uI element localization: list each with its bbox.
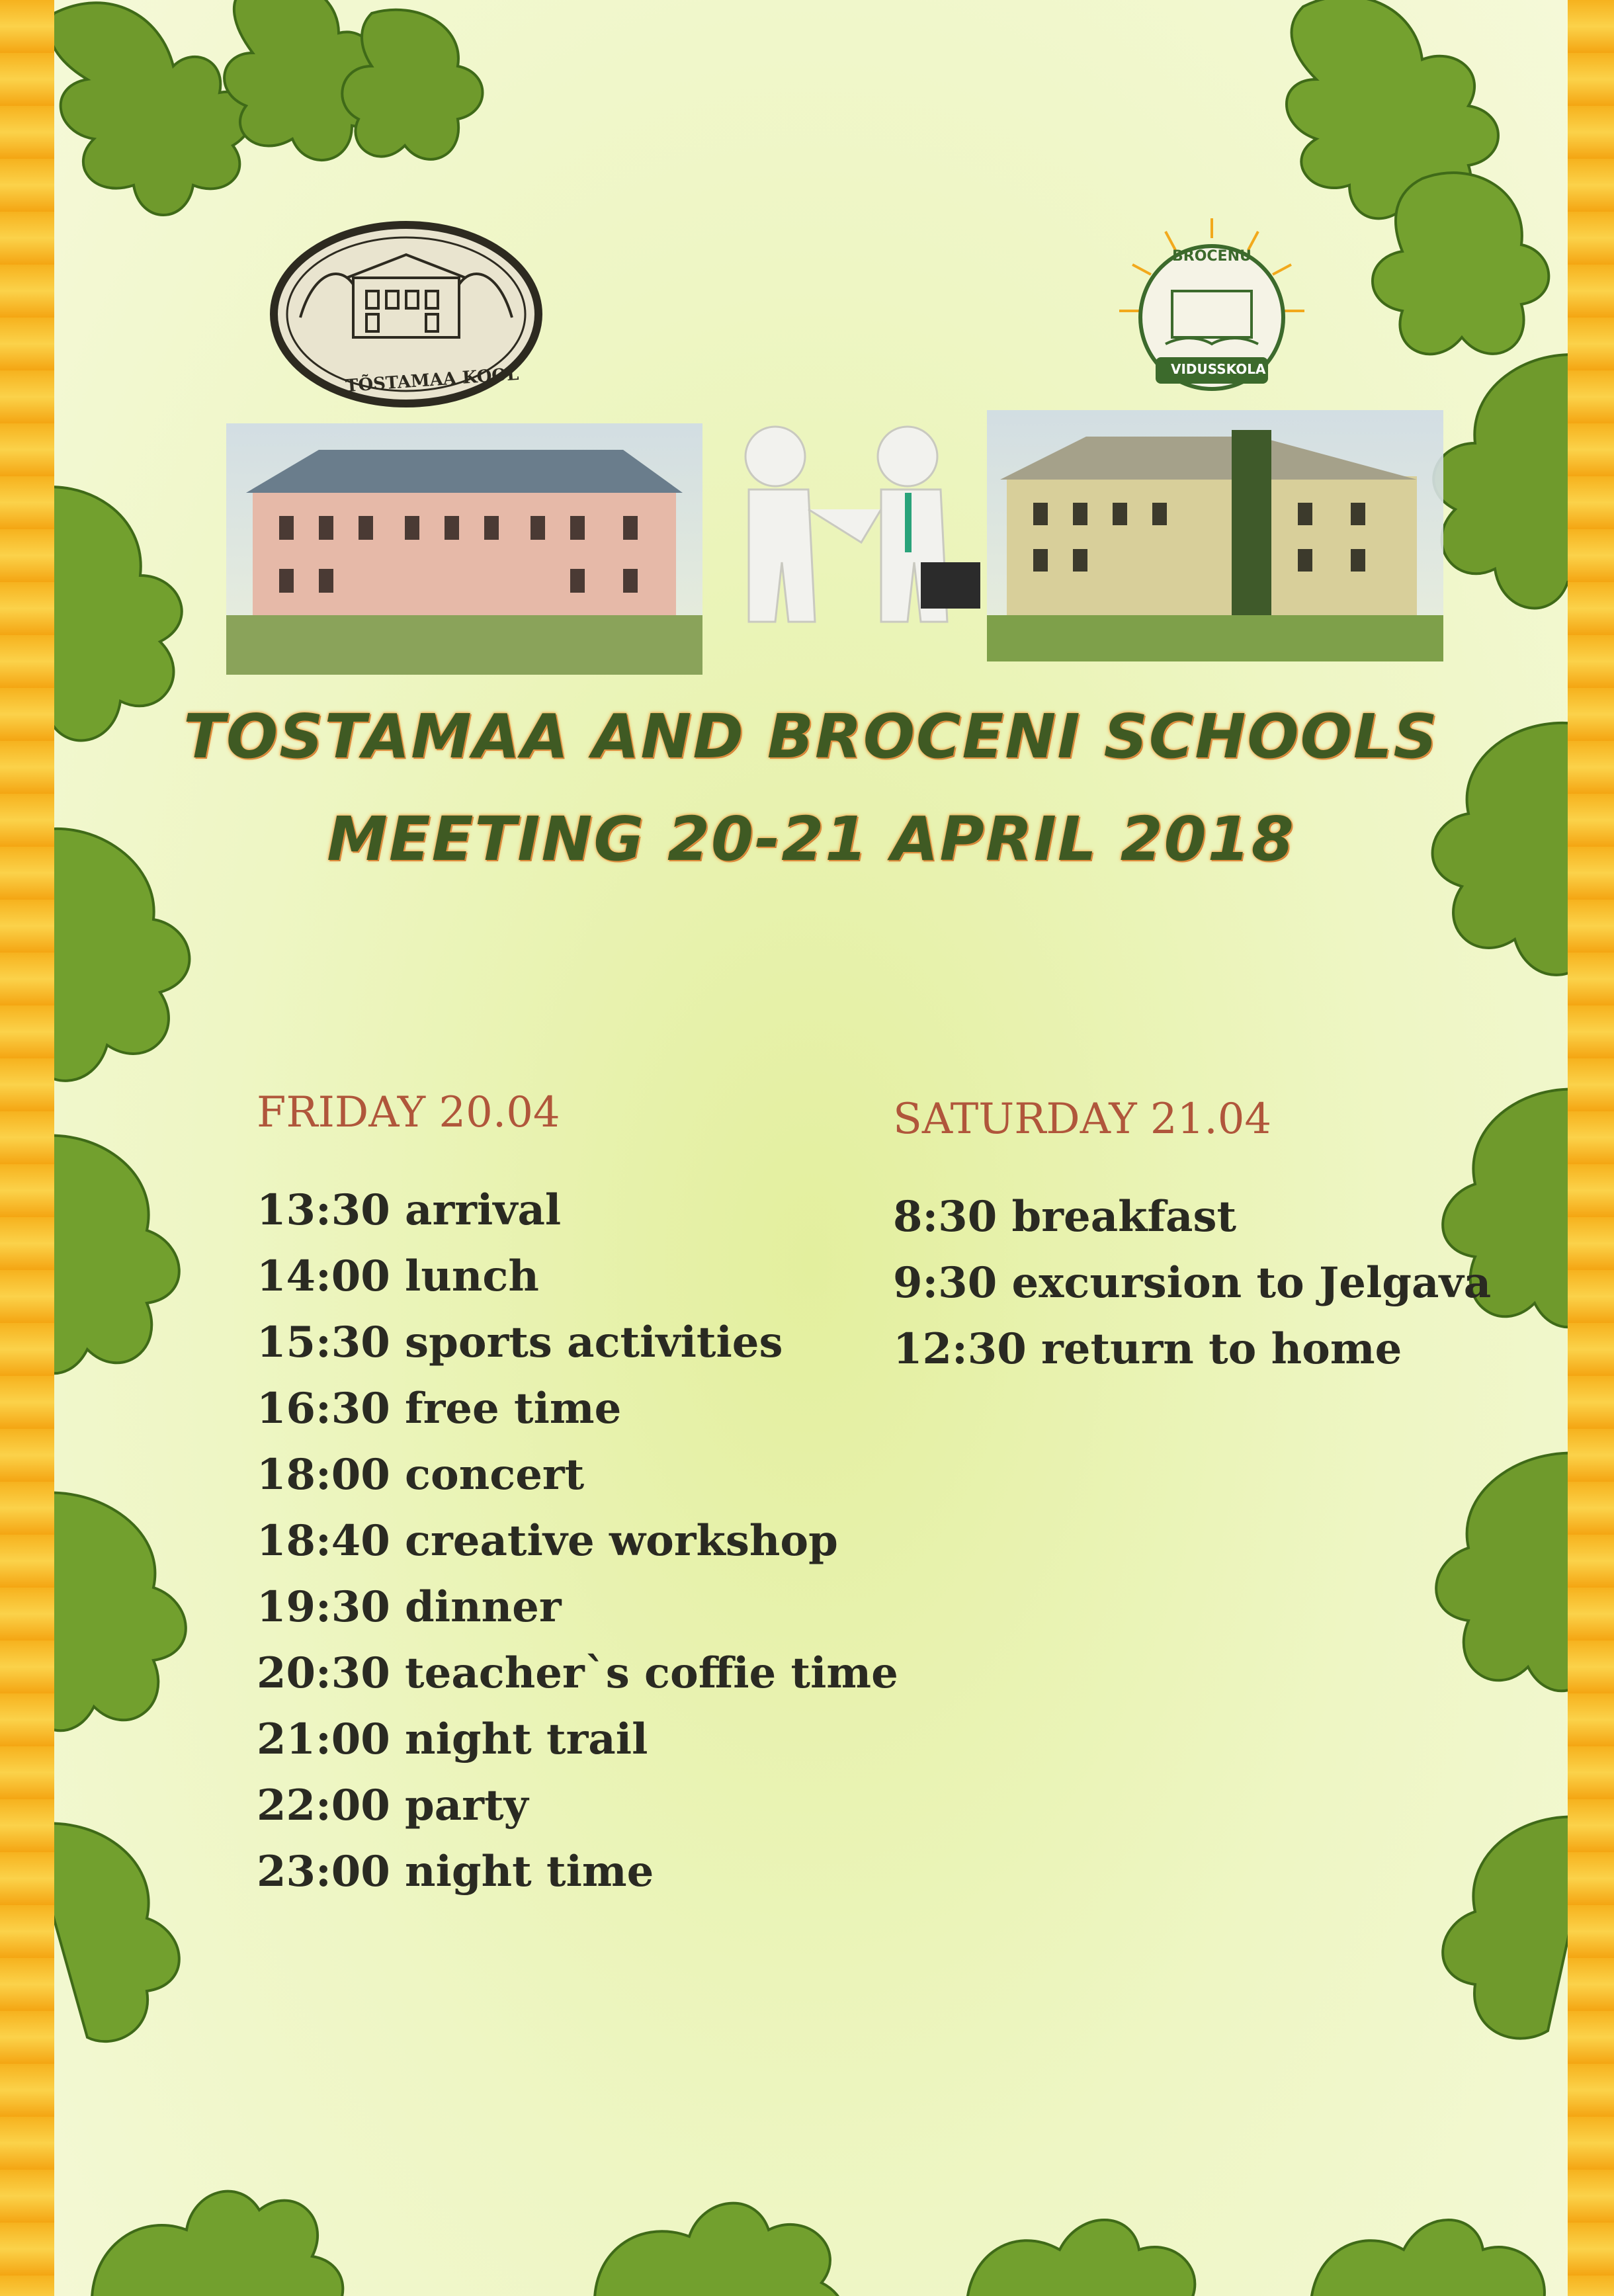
poster-title-line-1: TOSTAMAA AND BROCENI SCHOOLS [183,701,1439,772]
schedule-item: 21:00 night trail [257,1715,648,1764]
schedule-item: 20:30 teacher`s coffie time [257,1648,898,1698]
friday-heading: FRIDAY 20.04 [257,1088,560,1137]
tostamaa-logo-text: TÕSTAMAA KOOL [345,364,520,397]
schedule-item: 23:00 night time [257,1847,654,1896]
schedule-item: 9:30 excursion to Jelgava [893,1258,1492,1308]
poster-page [54,0,1568,2296]
schedule-item: 15:30 sports activities [257,1318,783,1367]
schedule-item: 18:40 creative workshop [257,1516,838,1566]
friday-schedule-list [257,1177,898,1905]
oak-leaves-bottom [54,2084,1568,2296]
schools-handshake-photo [226,397,1443,675]
schedule-item: 19:30 dinner [257,1582,562,1632]
brocenu-logo-bottom-text: VIDUSSKOLA [1171,361,1266,377]
right-gold-border [1568,0,1614,2296]
schedule-item: 22:00 party [257,1781,529,1830]
saturday-heading: SATURDAY 21.04 [893,1095,1272,1144]
schedule-item: 12:30 return to home [893,1324,1402,1374]
schedule-item: 8:30 breakfast [893,1192,1237,1242]
schedule-item: 16:30 free time [257,1384,622,1433]
brocenu-logo-top-text: BROCĒNU [1172,248,1252,265]
schedule-item: 18:00 concert [257,1450,585,1500]
left-gold-border [0,0,54,2296]
saturday-schedule-list [893,1184,1491,1382]
schedule-item: 14:00 lunch [257,1252,539,1301]
schedule-item: 13:30 arrival [257,1185,562,1235]
poster-title-line-2: MEETING 20-21 APRIL 2018 [327,804,1295,874]
brocenu-school-logo [1086,212,1338,410]
